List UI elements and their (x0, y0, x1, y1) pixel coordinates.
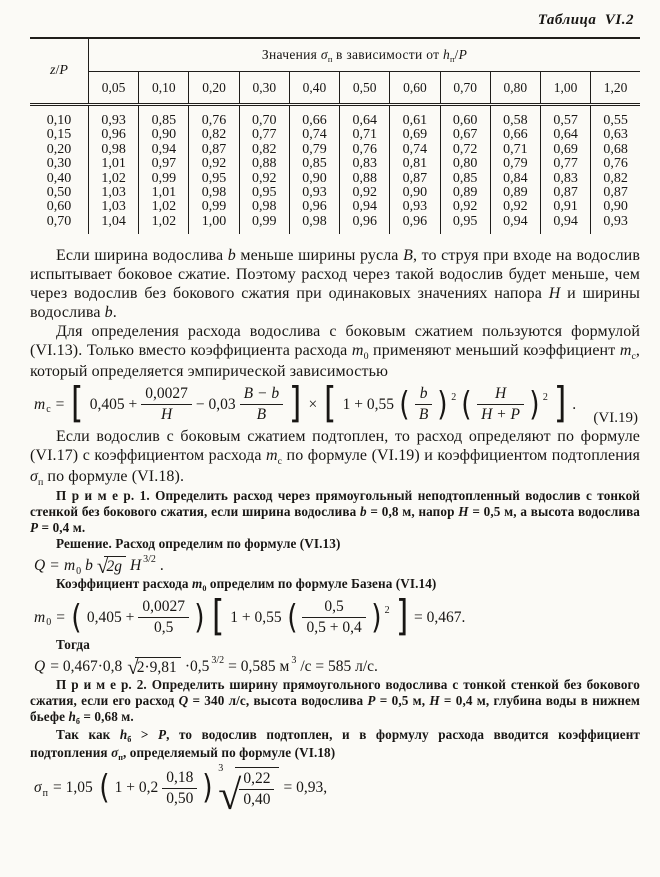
sigma-value: 1,03 (89, 200, 139, 214)
sigma-value: 0,80 (440, 157, 490, 171)
col-header: 1,20 (591, 72, 640, 105)
sigma-value: 0,76 (340, 143, 390, 157)
sigma-value: 0,92 (440, 200, 490, 214)
sigma-value: 0,87 (591, 186, 640, 200)
text-segment: 0 (363, 350, 369, 362)
zp-value: 0,40 (30, 172, 89, 186)
sigma-value: 0,92 (490, 200, 540, 214)
text-segment: Значения (261, 47, 321, 62)
sigma-value: 0,64 (340, 105, 390, 129)
sigma-value: 0,92 (189, 157, 239, 171)
zp-value: 0,70 (30, 215, 89, 234)
sigma-value: 0,94 (340, 200, 390, 214)
sigma-value: 0,98 (89, 143, 139, 157)
table-caption: Таблица VI.2 (537, 12, 634, 28)
text-segment: = 0,4 м, глубина воды в нижнем бьефе (30, 693, 640, 725)
col-header: 0,60 (390, 72, 440, 105)
sigma-value: 0,93 (289, 186, 339, 200)
radical: √ 2g (97, 556, 126, 576)
formula-label-vi19: (VI.19) (593, 410, 638, 427)
text-segment: m (266, 447, 278, 465)
text-segment: по формуле (VI.18). (43, 468, 185, 486)
sigma-value: 1,02 (139, 200, 189, 214)
text-segment: = 0,68 м. (80, 709, 134, 725)
sigma-value: 1,03 (89, 186, 139, 200)
col-header: 1,00 (540, 72, 590, 105)
text-segment: , то водослив подтоплен, и в формулу расхода вводится коэффициент подтопления (30, 727, 640, 761)
text-segment: h (442, 47, 451, 62)
sigma-value: 0,96 (289, 200, 339, 214)
paragraph-submerged (30, 427, 640, 488)
text-segment: применяют меньший коэффициент (368, 342, 620, 360)
text-segment: H (548, 285, 561, 303)
text-segment: 0 (202, 584, 207, 594)
sqrt-sign: √ (218, 773, 242, 820)
sigma-value: 0,98 (239, 200, 289, 214)
text-segment: = 0,5 м, а высота водослива (468, 504, 640, 520)
text-segment: п (450, 54, 455, 64)
sigma-value: 0,67 (440, 128, 490, 142)
text-segment: П р и м е р. 2. Определить ширину прямоугольного водослива с тонкой стенкой без бокового сжатия, если его расход (30, 677, 640, 709)
table-row (30, 200, 640, 214)
text-segment: m (619, 342, 632, 360)
sigma-value: 0,77 (239, 128, 289, 142)
table-row (30, 215, 640, 234)
sigma-value: 1,00 (189, 215, 239, 234)
sigma-value: 0,90 (591, 200, 640, 214)
text-segment: H (458, 504, 469, 520)
sigma-value: 0,96 (340, 215, 390, 234)
col-header: 0,50 (340, 72, 390, 105)
paragraph-side-compression (30, 246, 640, 322)
sigma-value: 0,69 (390, 128, 440, 142)
sigma-value: 0,71 (340, 128, 390, 142)
sigma-value: 0,87 (390, 172, 440, 186)
sigma-value: 0,76 (189, 105, 239, 129)
corner-header (30, 38, 89, 105)
text-segment: h (68, 709, 76, 725)
sigma-value: 0,76 (591, 157, 640, 171)
sigma-value: 0,63 (591, 128, 640, 142)
text-segment: Если ширина водослива (56, 247, 228, 265)
text-segment: σ (320, 47, 328, 62)
sqrt-sign: √ (127, 655, 139, 680)
sigma-value: 0,95 (189, 172, 239, 186)
text-segment: Тогда (56, 637, 90, 653)
text-segment: = 0,5 м, (375, 693, 430, 709)
example-2 (30, 677, 640, 727)
text-segment: Для определения расхода водослива с боковым сжатием пользуются формулой (VI.13). Только вместо коэффициента расхода (30, 323, 640, 360)
sigma-value: 0,69 (540, 143, 590, 157)
example-1-togda (30, 637, 640, 653)
text-segment: m (351, 342, 364, 360)
text-segment: , который определяется эмпирической зависимостью (30, 342, 640, 381)
text-segment: b (227, 247, 236, 265)
text-segment: = 340 л/с, высота водослива (188, 693, 368, 709)
sigma-value: 0,66 (289, 105, 339, 129)
text-segment: σ (111, 745, 119, 761)
text-segment: > (131, 727, 158, 743)
text-segment: = 0,4 м. (38, 520, 86, 536)
text-segment: , определяемый по формуле (VI.18) (123, 745, 336, 761)
text-segment: п (118, 753, 123, 763)
text-segment: в зависимости от (332, 47, 443, 62)
text-segment: / (55, 63, 60, 78)
sigma-value: 0,83 (540, 172, 590, 186)
col-header: 0,30 (239, 72, 289, 105)
table-row (30, 186, 640, 200)
zp-value: 0,15 (30, 128, 89, 142)
zp-value: 0,50 (30, 186, 89, 200)
sigma-value: 0,85 (440, 172, 490, 186)
text-segment: h (119, 727, 128, 743)
sigma-value: 0,88 (340, 172, 390, 186)
var-mc: m (34, 395, 46, 413)
text-segment: σ (30, 468, 38, 486)
sigma-value: 0,96 (390, 215, 440, 234)
sigma-value: 0,90 (289, 172, 339, 186)
sigma-value: 0,85 (139, 105, 189, 129)
sigma-value: 0,96 (89, 128, 139, 142)
text-segment: P (458, 47, 468, 62)
sigma-value: 0,81 (390, 157, 440, 171)
sigma-value: 0,68 (591, 143, 640, 157)
sigma-value: 0,90 (390, 186, 440, 200)
text-segment: Коэффициент расхода (56, 576, 193, 592)
root-index: 3 (218, 763, 224, 775)
sigma-value: 0,95 (239, 186, 289, 200)
sigma-value: 0,61 (390, 105, 440, 129)
formula-q-vi13: Q = m 0 b √ 2g H 3/2 . (34, 553, 164, 579)
text-segment: с (277, 455, 283, 467)
sigma-value: 0,95 (440, 215, 490, 234)
sigma-value: 0,99 (139, 172, 189, 186)
var-q: Q (34, 658, 46, 676)
sigma-value: 1,01 (89, 157, 139, 171)
text-segment: Так как (56, 727, 120, 743)
paragraph-mc-intro (30, 322, 640, 381)
text-segment: b (104, 304, 113, 322)
text-segment: H (429, 693, 440, 709)
fraction: $\frac{b}{B}$ (415, 385, 432, 424)
text-segment: P (157, 727, 167, 743)
text-segment: П р и м е р. 1. Определить расход через прямоугольный неподтопленный водослив с тонкой стенкой без бокового сжатия, если ширина водослива (30, 488, 640, 520)
sigma-value: 0,85 (289, 157, 339, 171)
text-segment: . (112, 304, 117, 322)
table-row (30, 128, 640, 142)
sigma-value: 0,98 (189, 186, 239, 200)
sqrt-sign: √ (96, 554, 109, 579)
zp-value: 0,20 (30, 143, 89, 157)
sigma-value: 0,55 (591, 105, 640, 129)
formula-m0-numeric: m 0 = ( 0,405 + $\frac{0,0027}{0,5}$ ) [ 1 + 0,55 ( $\frac{0,5}{0,5 + 0,4}$ ) 2 ] = 0,467. (34, 590, 466, 640)
fraction: $\frac{B - b}{B}$ (240, 385, 283, 424)
formula-q-numeric: Q = 0,467·0,8 √ 2·9,81 ·0,5 3/2 = 0,585 м 3 /с = 585 л/с. (34, 654, 378, 680)
sigma-value: 0,82 (189, 128, 239, 142)
sigma-value: 0,99 (189, 200, 239, 214)
sigma-value: 0,83 (340, 157, 390, 171)
fraction: $\frac{0,5}{0,5 + 0,4}$ (302, 598, 365, 637)
sigma-value: 0,57 (540, 105, 590, 129)
col-header: 0,05 (89, 72, 139, 105)
var-sigma: σ (34, 779, 42, 797)
sigma-value: 0,64 (540, 128, 590, 142)
text-segment: z (50, 63, 56, 78)
text-segment: б (127, 735, 132, 745)
sigma-value: 0,60 (440, 105, 490, 129)
example-2-note (30, 727, 640, 763)
text-segment: = 0,8 м, напор (366, 504, 459, 520)
table-row (30, 143, 640, 157)
fraction: $\frac{0,18}{0,50}$ (162, 769, 197, 808)
sigma-value: 0,71 (490, 143, 540, 157)
sigma-value: 0,99 (239, 215, 289, 234)
table-row (30, 157, 640, 171)
text-segment: по формуле (VI.19) и коэффициентом подтопления (282, 447, 640, 465)
sigma-value: 0,58 (490, 105, 540, 129)
var-q: Q (34, 557, 46, 575)
text-segment: m (192, 576, 203, 592)
fraction: $\frac{0,22}{0,40}$ (239, 770, 274, 809)
cube-root-radical (218, 763, 279, 820)
sigma-value: 0,87 (540, 186, 590, 200)
text-segment: с (631, 350, 636, 362)
example-1-solution (30, 536, 640, 552)
text-segment: P (30, 520, 39, 536)
sigma-value: 0,94 (490, 215, 540, 234)
sigma-value: 1,04 (89, 215, 139, 234)
col-header: 0,40 (289, 72, 339, 105)
fraction: $\frac{0,0027}{H}$ (141, 385, 192, 424)
text-segment: п (38, 476, 44, 488)
zp-value: 0,30 (30, 157, 89, 171)
sigma-value: 0,89 (490, 186, 540, 200)
table-row (30, 172, 640, 186)
text-segment: P (367, 693, 376, 709)
col-header: 0,20 (189, 72, 239, 105)
text-segment: B (403, 247, 413, 265)
sigma-value: 0,98 (289, 215, 339, 234)
sigma-value: 0,79 (289, 143, 339, 157)
sigma-value: 0,94 (139, 143, 189, 157)
text-segment: и ширины водослива (30, 285, 640, 322)
sigma-value: 0,79 (490, 157, 540, 171)
table-row (30, 105, 640, 129)
sigma-value: 0,74 (390, 143, 440, 157)
sigma-value: 0,82 (239, 143, 289, 157)
text-segment: Если водослив с боковым сжатием подтоплен, то расход определяют по формуле (VI.17) с коэффициентом расхода (30, 428, 640, 465)
sigma-value: 0,66 (490, 128, 540, 142)
sigma-value: 0,87 (189, 143, 239, 157)
fraction: $\frac{0,0027}{0,5}$ (138, 598, 189, 637)
sigma-table (30, 37, 640, 234)
sigma-value: 0,88 (239, 157, 289, 171)
text-segment: определим по формуле Базена (VI.14) (206, 576, 437, 592)
col-header: 0,70 (440, 72, 490, 105)
sigma-value: 0,92 (239, 172, 289, 186)
sigma-value: 0,84 (490, 172, 540, 186)
sigma-value: 0,89 (440, 186, 490, 200)
sigma-value: 0,93 (390, 200, 440, 214)
zp-value: 0,60 (30, 200, 89, 214)
zp-value: 0,10 (30, 105, 89, 129)
sigma-value: 0,70 (239, 105, 289, 129)
sigma-value: 1,01 (139, 186, 189, 200)
sigma-value: 1,02 (139, 215, 189, 234)
text-segment: б (75, 717, 80, 727)
example-1 (30, 488, 640, 536)
sigma-value: 0,74 (289, 128, 339, 142)
var-m0: m (34, 608, 46, 626)
text-segment: P (59, 63, 68, 78)
text-segment: меньше ширины русла (235, 247, 404, 265)
text-segment: Решение. Расход определим по формуле (VI.13) (56, 536, 341, 552)
sigma-value: 0,90 (139, 128, 189, 142)
text-segment: , то струя при входе на водослив испытывает боковое сжатие. Поэтому расход через такой водослив будет меньше, чем через водослив без бокового сжатия при одинаковых значениях напора (30, 247, 640, 303)
sigma-value: 0,72 (440, 143, 490, 157)
sigma-value: 1,02 (89, 172, 139, 186)
fraction: $\frac{H}{H + P}$ (477, 385, 524, 424)
sigma-value: 0,94 (540, 215, 590, 234)
radical: √ 2·9,81 (127, 657, 181, 677)
column-header-row (30, 72, 640, 105)
sigma-value: 0,93 (89, 105, 139, 129)
col-header: 0,80 (490, 72, 540, 105)
formula-sigma-vi18: σ п = 1,05 ( 1 + 0,2 $\frac{0,18}{0,50}$ ) 3 √ $\frac{0,22}{0,40}$ = 0,93, (34, 763, 328, 820)
text-segment: / (454, 47, 459, 62)
span-header (89, 38, 641, 72)
sigma-value: 0,91 (540, 200, 590, 214)
sigma-value: 0,97 (139, 157, 189, 171)
text-segment: Q (178, 693, 189, 709)
example-1-bazen (30, 576, 640, 594)
sigma-value: 0,77 (540, 157, 590, 171)
formula-mc-vi19: m с = [ 0,405 + $\frac{0,0027}{H}$ − 0,03 $\frac{B - b}{B}$ ] × [ 1 + 0,55 ( $\frac{b}{B}$ ) 2 ( $\frac{H}{H + P}$ ) 2 ] . (34, 377, 577, 427)
text-segment: b (359, 504, 367, 520)
sigma-value: 0,82 (591, 172, 640, 186)
sigma-value: 0,92 (340, 186, 390, 200)
sigma-value: 0,93 (591, 215, 640, 234)
text-segment: п (327, 54, 333, 64)
col-header: 0,10 (139, 72, 189, 105)
